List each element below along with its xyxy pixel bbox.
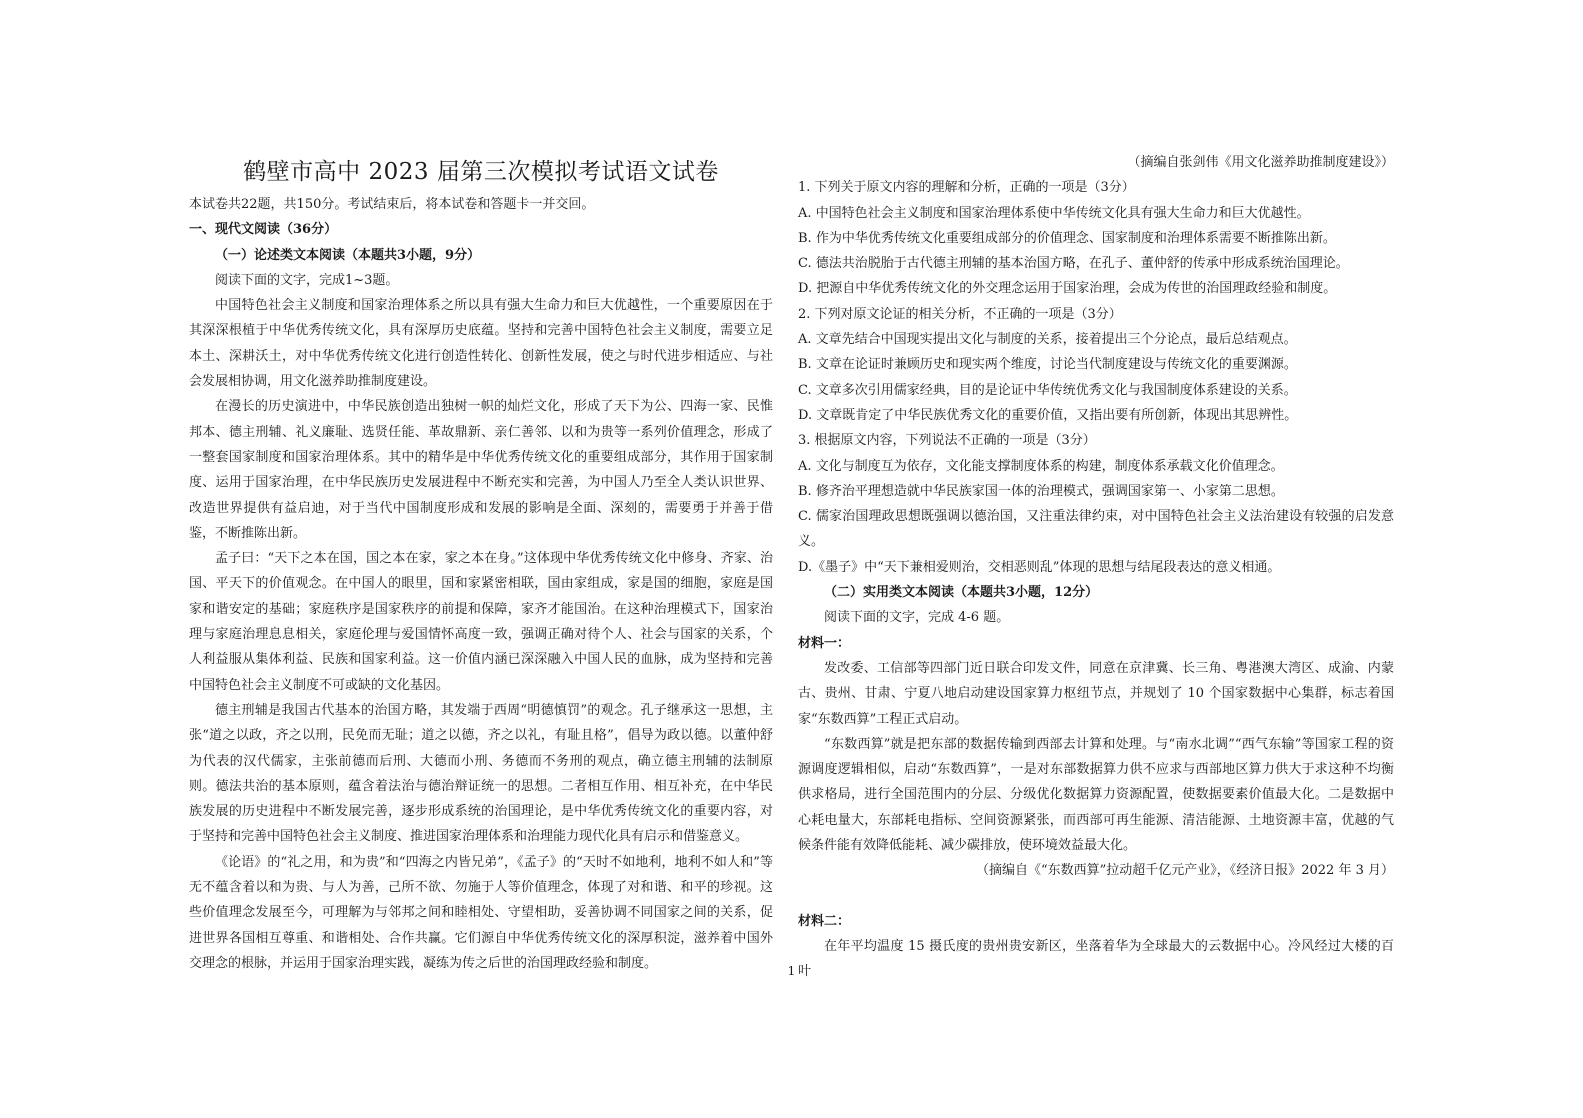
question-option: A. 文化与制度互为依存，文化能支撑制度体系的构建，制度体系承载文化价值理念。 — [798, 458, 1284, 474]
material2-label: 材料二： — [798, 913, 851, 929]
passage1-paragraph: 孟子曰：“天下之本在国，国之本在家，家之本在身。”这体现中华优秀传统文化中修身、齐家、治国、平天下的价值观念。在中国人的眼里，国和家紧密相联，国由家组成，家是国的细胞，家庭是国家和谐安定的基础；家庭秩序是国家秩序的前提和保障，家齐才能国治。在这种治理模式下，国家治理与家庭治理息息相关，家庭伦理与爱国情怀高度一致，强调正确对待个人、社会与国家的关系，个人利益服从集体利益、民族和国家利益。这一价值内涵已深深融入中国人民的血脉，成为坚持和完善中国特色社会主义制度不可或缺的文化基因。 — [189, 551, 773, 693]
right-column — [798, 150, 1394, 985]
question-stem: 1. 下列关于原文内容的理解和分析，正确的一项是（3分） — [798, 180, 1135, 196]
material1-paragraph: 发改委、工信部等四部门近日联合印发文件，同意在京津冀、长三角、粤港澳大湾区、成渝、内蒙古、贵州、甘肃、宁夏八地启动建设国家算力枢纽节点，并规划了 10 个国家数据中心集群，标志着国家“东数西算”工程正式启动。 — [798, 660, 1394, 727]
passage1-paragraph: 德主刑辅是我国古代基本的治国方略，其发端于西周“明德慎罚”的观念。孔子继承这一思想，主张“道之以政，齐之以刑，民免而无耻；道之以德，齐之以礼，有耻且格”，倡导为政以德。以董仲舒为代表的汉代儒家，主张前德而后刑、大德而小刑、务德而不务刑的观点，确立德主刑辅的法制原则。德法共治的基本原则，蕴含着法治与德治辩证统一的思想。二者相互作用、相互补充，在中华民族发展的历史进程中不断发展完善，逐步形成系统的治国理论，是中华优秀传统文化的重要内容，对于坚持和完善中国特色社会主义制度、推进国家治理体系和治理能力现代化具有启示和借鉴意义。 — [189, 702, 773, 845]
question-option: B. 修齐治平理想造就中华民族家国一体的治理模式，强调国家第一、小家第二思想。 — [798, 483, 1284, 499]
material1-paragraph: “东数西算”就是把东部的数据传输到西部去计算和处理。与“南水北调”“西气东输”等国家工程的资源调度逻辑相似，启动“东数西算”，一是对东部数据算力供不应求与西部地区算力供大于求这种不均衡供求格局，进行全国范围内的分层、分级优化数据算力资源配置，使数据要素价值最大化。二是数据中心耗电量大，东部耗电指标、空间资源紧张，而西部可再生能源、清洁能源、土地资源丰富，优越的气候条件能有效降低能耗、减少碳排放，使环境效益最大化。 — [798, 736, 1394, 854]
question-option: A. 文章先结合中国现实提出文化与制度的关系，接着提出三个分论点，最后总结观点。 — [798, 332, 1297, 348]
question-option: C. 儒家治国理政思想既强调以德治国，又注重法律约束，对中国特色社会主义法治建设有较强的启发意义。 — [798, 509, 1394, 550]
material2-paragraph: 在年平均温度 15 摄氏度的贵州贵安新区，坐落着华为全球最大的云数据中心。冷风经过大楼的百叶 — [798, 938, 1394, 980]
material1-source: （摘编自《“东数西算”拉动超千亿元产业》，《经济日报》2022 年 3 月） — [975, 863, 1394, 879]
page-number: 1 — [787, 964, 796, 978]
part1-instruction: 阅读下面的文字，完成1~3题。 — [215, 272, 399, 288]
part2-instruction: 阅读下面的文字，完成 4-6 题。 — [824, 610, 1010, 626]
passage1-paragraph: 在漫长的历史演进中，中华民族创造出独树一帜的灿烂文化，形成了天下为公、四海一家、民惟邦本、德主刑辅、礼义廉耻、选贤任能、革故鼎新、亲仁善邻、以和为贵等一系列价值理念，形成了一整套国家制度和国家治理体系。其中的精华是中华优秀传统文化的重要组成部分，其作用于国家制度、运用于国家治理，在中华民族历史发展进程中不断充实和完善，为中国人乃至全人类认识世界、改造世界提供有益启迪，对于当代中国制度形成和发展的影响是全面、深刻的，需要勇于并善于借鉴，不断推陈出新。 — [189, 399, 773, 541]
material1-label: 材料一： — [798, 635, 851, 651]
question-option: A. 中国特色社会主义制度和国家治理体系使中华传统文化具有强大生命力和巨大优越性。 — [798, 205, 1310, 221]
passage1-paragraph: 《论语》的“礼之用，和为贵”和“四海之内皆兄弟”，《孟子》的“天时不如地利，地利不如人和”等无不蕴含着以和为贵、与人为善，己所不欲、勿施于人等价值理念，体现了对和谐、和平的珍视。这些价值理念发展至今，可理解为与邻邦之间和睦相处、守望相助，妥善协调不同国家之间的关系，促进世界各国相互尊重、和谐相处、合作共赢。它们源自中华优秀传统文化的深厚积淀，滋养着中国外交理念的根脉，并运用于国家治理实践，凝练为传之后世的治国理政经验和制度。 — [189, 854, 773, 971]
spacer — [798, 884, 1394, 909]
question-option: B. 文章在论证时兼顾历史和现实两个维度，讨论当代制度建设与传统文化的重要渊源。 — [798, 357, 1297, 373]
passage1-paragraph: 中国特色社会主义制度和国家治理体系之所以具有强大生命力和巨大优越性，一个重要原因在于其深深根植于中华优秀传统文化，具有深厚历史底蕴。坚持和完善中国特色社会主义制度，需要立足本土、深耕沃土，对中华优秀传统文化进行创造性转化、创新性发展，使之与时代进步相适应、与社会发展相协调，用文化滋养助推制度建设。 — [189, 298, 773, 390]
part1-heading: （一）论述类文本阅读（本题共3小题，9分） — [215, 247, 481, 263]
question-stem: 2. 下列对原文论证的相关分析，不正确的一项是（3分） — [798, 306, 1122, 322]
left-column — [189, 150, 773, 976]
question-option: D.《墨子》中“天下兼相爱则治，交相恶则乱”体现的思想与结尾段表达的意义相通。 — [798, 559, 1281, 575]
question-option: C. 文章多次引用儒家经典，目的是论证中华传统优秀文化与我国制度体系建设的关系。 — [798, 382, 1297, 398]
part2-heading: （二）实用类文本阅读（本题共3小题，12分） — [824, 585, 1099, 601]
question-option: C. 德法共治脱胎于古代德主刑辅的基本治国方略，在孔子、董仲舒的传承中形成系统治国理论。 — [798, 256, 1349, 272]
exam-intro: 本试卷共22题，共150分。考试结束后，将本试卷和答题卡一并交回。 — [189, 197, 595, 212]
question-stem: 3. 根据原文内容，下列说法不正确的一项是（3分） — [798, 433, 1096, 449]
exam-title: 鹤壁市高中 2023 届第三次模拟考试语文试卷 — [243, 159, 719, 185]
passage1-source: （摘编自张剑伟《用文化滋养助推制度建设》） — [1127, 155, 1394, 170]
question-option: B. 作为中华优秀传统文化重要组成部分的价值理念、国家制度和治理体系需要不断推陈出新。 — [798, 230, 1336, 246]
question-option: D. 文章既肯定了中华民族优秀文化的重要价值，又指出要有所创新，体现出其思辨性。 — [798, 407, 1298, 423]
section-heading: 一、现代文阅读（36分） — [189, 222, 338, 238]
question-option: D. 把源自中华优秀传统文化的外交理念运用于国家治理，会成为传世的治国理政经验和制度。 — [798, 281, 1337, 297]
